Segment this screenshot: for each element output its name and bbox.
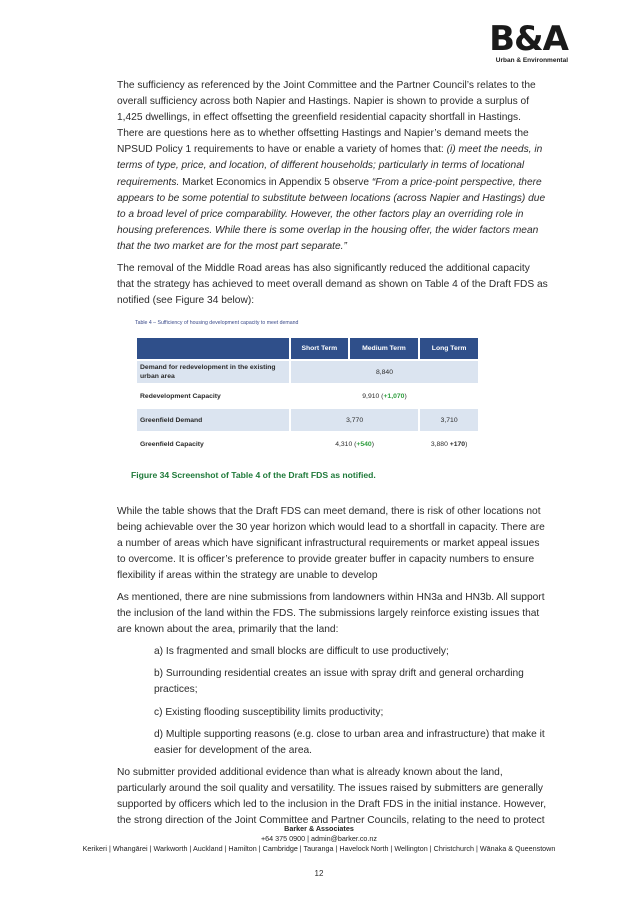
table-header-long-term: Long Term bbox=[420, 338, 478, 359]
table-header-short-term: Short Term bbox=[291, 338, 348, 359]
cell-value: 3,880 bbox=[430, 440, 450, 448]
row-label-greenfield-capacity: Greenfield Capacity bbox=[137, 433, 289, 455]
page-footer bbox=[0, 824, 638, 854]
paragraph-submissions: As mentioned, there are nine submissions from landowners within HN3a and HN3b. All support the inclusion of the land within the FDS. The submissions largely reinforce existing issues that are known about the area, primarily that the land: bbox=[117, 591, 545, 636]
row-label-redevelopment-demand: Demand for redevelopment in the existing urban area bbox=[137, 361, 289, 383]
paragraph-middle-road: The removal of the Middle Road areas has also significantly reduced the additional capacity that the strategy has achieved to meet overall demand as shown on Table 4 of the Draft FDS as notified (see Figure 34 below): bbox=[117, 263, 548, 307]
cell-delta: +170 bbox=[449, 440, 466, 448]
list-item: c) Existing flooding susceptibility limits productivity; bbox=[154, 706, 384, 718]
cell-greenfield-capacity-short-medium bbox=[291, 433, 418, 455]
footer-offices: Kerikeri | Whangārei | Warkworth | Auckland | Hamilton | Cambridge | Tauranga | Havelock North | Wellington | Christchurch | Wānaka & Queenstown bbox=[82, 844, 556, 853]
logo-mark: B&A bbox=[489, 19, 568, 59]
npsud-policy-quote: (i) meet the needs, in terms of type, price, and location, of different households; particularly in terms of locational requirements. bbox=[117, 144, 543, 188]
table-row bbox=[137, 433, 478, 455]
table-header-row bbox=[137, 338, 478, 359]
table-row bbox=[137, 385, 478, 407]
cell-redevelopment-capacity bbox=[291, 385, 478, 407]
table-screenshot bbox=[135, 315, 480, 457]
paragraph-risk: While the table shows that the Draft FDS can meet demand, there is risk of other locations not being achievable over the 30 year horizon which would lead to a shortfall in capacity. There are a number of areas which have significant infrastructural requirements or market appeal issues to overcome. It is officer’s preference to provide greater buffer in capacity numbers to ensure flexibility if areas within the strategy are unable to develop bbox=[117, 505, 545, 581]
sufficiency-table bbox=[135, 336, 480, 457]
paragraph-evidence: No submitter provided additional evidence than what is already known about the land, particularly around the soil quality and versatility. The issues raised by submitters are generally supported by officers which led to the inclusion in the Draft FDS in the initial instance. However, the strong direction of the Joint Committee and Partner Councils, relating to the need to protect bbox=[117, 766, 547, 827]
cell-greenfield-demand-short-medium: 3,770 bbox=[291, 409, 418, 431]
company-logo bbox=[478, 19, 568, 64]
page-number: 12 bbox=[314, 869, 324, 878]
paragraph-sufficiency-text-2: Market Economics in Appendix 5 observe bbox=[179, 176, 372, 188]
paragraph-sufficiency bbox=[117, 78, 549, 255]
cell-close: ) bbox=[404, 392, 407, 400]
cell-close: ) bbox=[465, 440, 468, 448]
issues-list bbox=[154, 644, 549, 759]
logo-subtitle: Urban & Environmental bbox=[495, 57, 568, 64]
cell-greenfield-demand-long: 3,710 bbox=[420, 409, 478, 431]
footer-contact: +64 375 0900 | admin@barker.co.nz bbox=[260, 834, 378, 843]
figure-caption: Figure 34 Screenshot of Table 4 of the Draft FDS as notified. bbox=[131, 470, 376, 481]
list-item: a) Is fragmented and small blocks are difficult to use productively; bbox=[154, 646, 449, 658]
cell-value: 4,310 ( bbox=[335, 440, 357, 448]
footer-org: Barker & Associates bbox=[284, 824, 354, 833]
cell-delta: +540 bbox=[356, 440, 372, 448]
paragraph-sufficiency-text: The sufficiency as referenced by the Joint Committee and the Partner Council’s relates to the overall sufficiency across both Napier and Hastings. Napier is shown to provide a surplus of 1,425 dwellings, in effect offsetting the greenfield residential capacity shortfall in Hastings. There are questions here as to whether offsetting Hastings and Napier’s demand meets the NPSUD Policy 1 requirements to have or enable a variety of homes that: bbox=[117, 80, 536, 156]
row-label-greenfield-demand: Greenfield Demand bbox=[137, 409, 289, 431]
document-body bbox=[117, 78, 549, 835]
cell-close: ) bbox=[371, 440, 374, 448]
cell-redevelopment-demand: 8,840 bbox=[291, 361, 478, 383]
table-header-medium-term: Medium Term bbox=[350, 338, 419, 359]
table-header-blank bbox=[137, 338, 289, 359]
table-caption: Table 4 – Sufficiency of housing development capacity to meet demand bbox=[135, 320, 299, 327]
list-item: d) Multiple supporting reasons (e.g. close to urban area and infrastructure) that make it easier for development of the area. bbox=[154, 728, 545, 756]
cell-greenfield-capacity-long bbox=[420, 433, 478, 455]
list-item: b) Surrounding residential creates an issue with spray drift and general orcharding practices; bbox=[154, 668, 524, 696]
table-row bbox=[137, 409, 478, 431]
table-row bbox=[137, 361, 478, 383]
market-economics-quote: “From a price-point perspective, there appears to be some potential to substitute between locations (across Napier and Hastings) due to a broad level of price comparability. However, the other factors play an overriding role in housing preferences. While there is some overlap in the housing offer, the wider factors mean that the two market are for the most part separate.” bbox=[117, 176, 546, 252]
cell-delta: +1,070 bbox=[383, 392, 405, 400]
row-label-redevelopment-capacity: Redevelopment Capacity bbox=[137, 385, 289, 407]
cell-value: 9,910 ( bbox=[362, 392, 384, 400]
